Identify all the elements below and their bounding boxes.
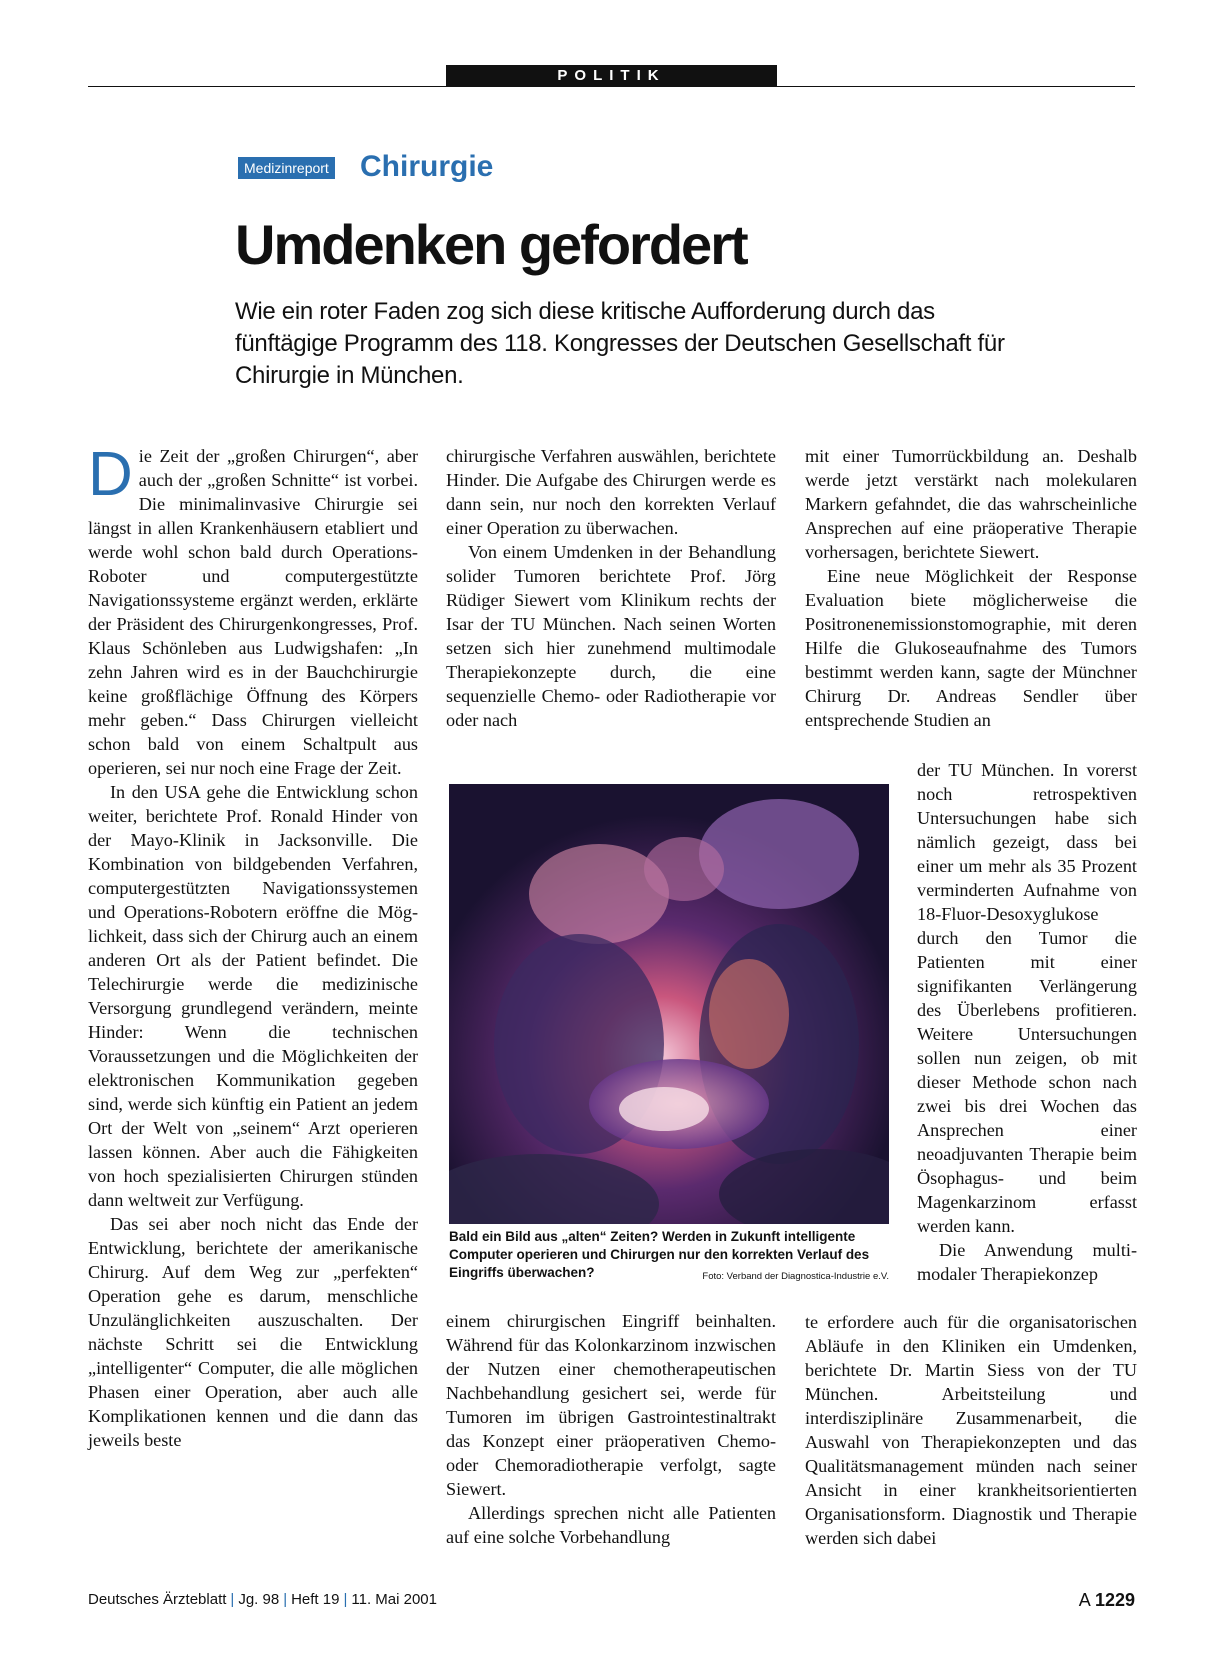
page-number-value: 1229 bbox=[1094, 1590, 1135, 1610]
paragraph: chirurgische Verfahren auswählen, berichtete Hinder. Die Aufgabe des Chirurgen werde es dann sein, nur noch den korrekten Verlauf einer Operation zu überwachen. bbox=[446, 446, 776, 538]
page-footer bbox=[88, 1588, 1135, 1612]
headline: Umdenken gefordert bbox=[235, 213, 747, 276]
figure-caption bbox=[449, 1228, 889, 1286]
photo-credit: Foto: Verband der Diagnostica-Industrie e.V. bbox=[702, 1271, 889, 1282]
journal-issue: Heft 19 bbox=[291, 1591, 340, 1608]
paragraph: Von einem Umdenken in der Behandlung solider Tumoren berichtete Prof. Jörg Rüdiger Siewert vom Klinikum rechts der Isar der TU München. Nach seinen Worten setzen sich hier zunehmend multimodale Therapiekonzepte durch, die eine sequenzielle Chemo- oder Radiotherapie vor oder nach bbox=[446, 542, 776, 730]
paragraph: te erfordere auch für die organisatorischen Abläufe in den Kliniken ein Umdenken, berichtete Dr. Martin Siess von der TU München. Arbeitsteilung und interdisziplinäre Zusammenarbeit, die Auswahl von Therapiekonzepten und das Qualitätsmanagement münden nach seiner Ansicht in einer krankheitsorientierten Organisationsform. Diagnostik und Therapie werden sich dabei bbox=[805, 1312, 1137, 1548]
kicker-topic: Chirurgie bbox=[360, 150, 494, 183]
kicker-badge: Medizinreport bbox=[238, 157, 335, 179]
journal-volume: Jg. 98 bbox=[238, 1591, 280, 1608]
paragraph: Die Anwendung multimodaler Therapiekonzep bbox=[917, 1240, 1137, 1284]
footer-separator: | bbox=[283, 1591, 288, 1608]
article-column-3-bottom bbox=[805, 1310, 1137, 1550]
article-column-2-top bbox=[446, 444, 776, 732]
page-prefix: A bbox=[1078, 1590, 1091, 1610]
paragraph bbox=[88, 440, 418, 780]
paragraph-text: ie Zeit der „großen Chirurgen“, aber auch der „großen Schnitte“ ist vorbei. Die minimalinvasive Chirurgie sei längst in allen Krankenhäusern etabliert und werde wohl schon bald durch Operations-Roboter und computergestützte Navigationssysteme ergänzt werden, erklärte der Präsident des Chirurgenkongresses, Prof. Klaus Schönleben aus Ludwigshafen: „In zehn Jahren wird es in der Bauchchirurgie keine großflächige Öffnung des Körpers mehr geben.“ Dass Chirurgen vielleicht schon bald von einem Schaltpult aus operieren, sei nur noch eine Frage der Zeit. bbox=[88, 446, 418, 778]
paragraph: Eine neue Möglichkeit der Response Evaluation biete möglicherweise die Positronenemissionstomographie, mit deren Hilfe die Glukoseaufnahme des Tumors bestimmt werden kann, sagte der Münchner Chirurg Dr. Andreas Sendler über entsprechende Studien an bbox=[805, 566, 1137, 730]
article-column-1 bbox=[88, 440, 418, 1452]
paragraph: Allerdings sprechen nicht alle Patienten auf eine solche Vorbehandlung bbox=[446, 1503, 776, 1547]
lead-paragraph: Wie ein roter Faden zog sich diese kritische Aufforderung durch das fünftägige Programm des 118. Kongresses der Deutschen Gesellschaft für Chirurgie in München. bbox=[235, 298, 1005, 389]
caption-text: Bald ein Bild aus „alten“ Zeiten? Werden in Zukunft intelligente Computer operieren und Chirurgen nur den korrekten Verlauf des Eingriffs überwachen? bbox=[449, 1229, 870, 1280]
paragraph: Das sei aber noch nicht das Ende der Entwicklung, berichtete der amerikanische Chirurg. Auf dem Weg zur „perfekten“ Operation gehe es darum, menschliche Unzulänglichkeiten auszuschalten. Der nächste Schritt sei die Entwicklung „intelligenter“ Computer, die alle möglichen Phasen einer Operation, aber auch alle Komplikationen kennen und die dann das jeweils beste bbox=[88, 1214, 418, 1450]
paragraph: mit einer Tumorrückbildung an. Deshalb werde jetzt verstärkt nach molekularen Markern gefahndet, die das wahrscheinliche Ansprechen auf eine präoperative Therapie vorhersagen, berichtete Siewert. bbox=[805, 446, 1137, 562]
page-number bbox=[1079, 1588, 1135, 1614]
issue-date: 11. Mai 2001 bbox=[351, 1591, 437, 1608]
paragraph: In den USA gehe die Entwicklung schon weiter, berichtete Prof. Ronald Hinder von der Mayo-Klinik in Jacksonville. Die Kombination von bildgebenden Verfahren, computergestützten Navigationssystemen und Operations-Robotern eröffne die Möglichkeit, dass sich der Chirurg auch an einem anderen Ort als der Patient befindet. Die Telechirurgie werde die medizinische Versorgung grundlegend verändern, meinte Hinder: Wenn die technischen Voraussetzungen und die Möglichkeiten der elektronischen Kommunikation gegeben sind, werde sich künftig ein Patient an jedem Ort der Welt von „seinem“ Arzt operieren lassen können. Aber auch die Fähigkeiten von hoch spezialisierten Chirurgen stünden dann weltweit zur Verfügung. bbox=[88, 782, 418, 1210]
section-label: POLITIK bbox=[446, 65, 777, 86]
footer-separator: | bbox=[230, 1591, 235, 1608]
paragraph: einem chirurgischen Eingriff beinhalten. Während für das Kolonkarzinom inzwischen der Nutzen einer chemotherapeutischen Nachbehandlung gesichert sei, werde für Tumoren im übrigen Gastrointestinaltrakt das Konzept einer präoperativen Chemo- oder Chemoradiotherapie verfolgt, sagte Siewert. bbox=[446, 1311, 776, 1499]
section-rule bbox=[88, 86, 1135, 87]
paragraph: der TU München. In vorerst noch retrospektiven Untersuchungen habe sich nämlich gezeigt, dass bei einer um mehr als 35 Prozent verminderten Aufnahme von 18-Fluor-Desoxyglukose durch den Tumor die Patienten mit einer signifikanten Verlängerung des Überlebens profitieren. Weitere Untersuchungen sollen nun zeigen, ob mit dieser Methode schon nach zwei bis drei Wochen das Ansprechen einer neoadjuvanten Therapie beim Ösophagus- und beim Magenkarzinom erfasst werden kann. bbox=[917, 760, 1137, 1236]
article-column-3-narrow bbox=[917, 758, 1137, 1286]
article-column-2-bottom bbox=[446, 1309, 776, 1549]
drop-cap: D bbox=[88, 440, 133, 509]
article-column-3-top bbox=[805, 444, 1137, 732]
surgery-photo bbox=[449, 784, 889, 1224]
journal-name: Deutsches Ärzteblatt bbox=[88, 1591, 227, 1608]
footer-separator: | bbox=[343, 1591, 348, 1608]
